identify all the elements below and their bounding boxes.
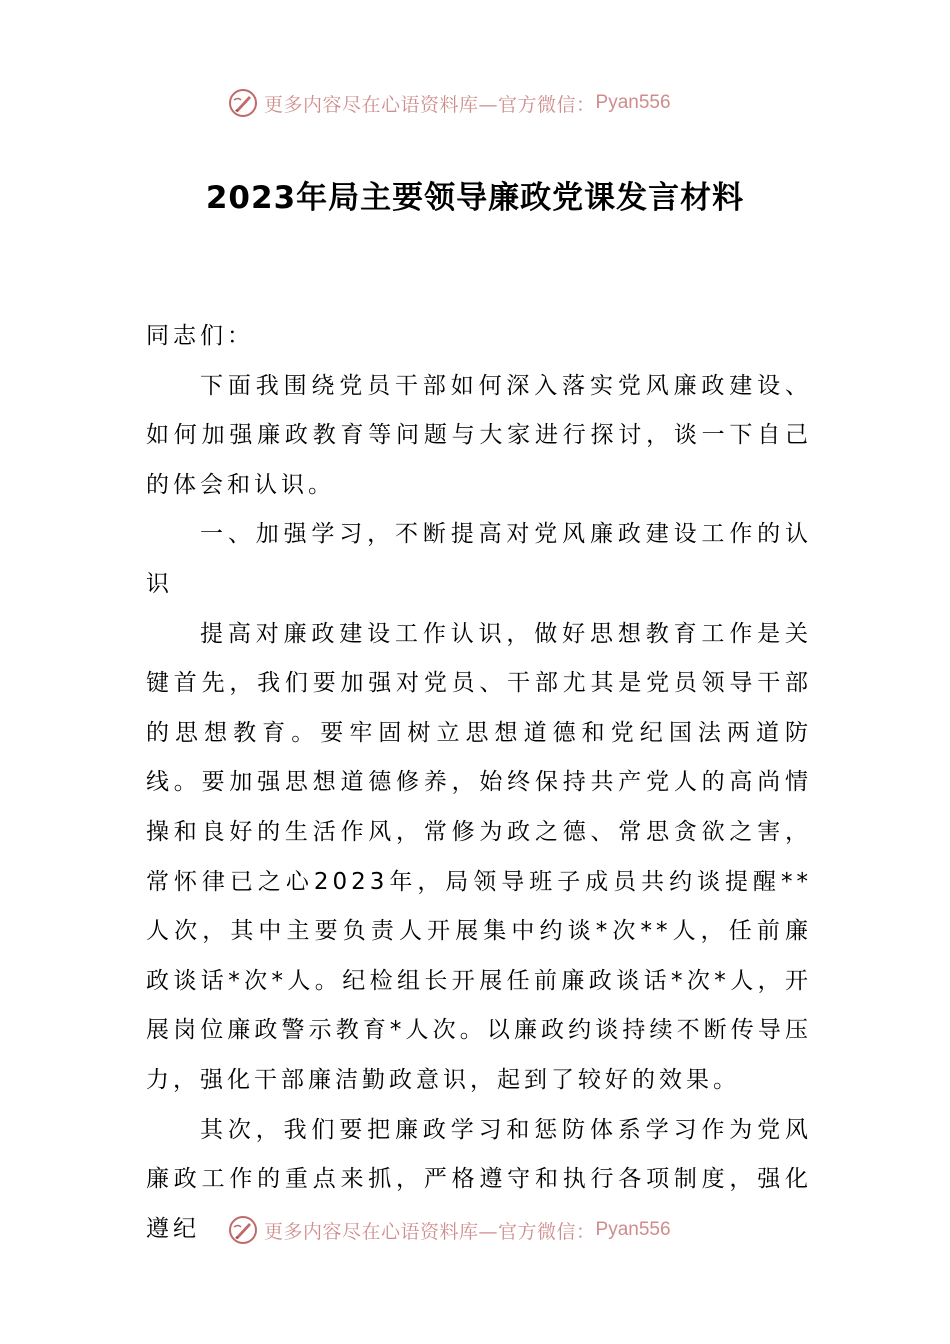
watermark-wechat-id: Pyan556 (595, 92, 671, 113)
paragraph: 其次，我们要把廉政学习和惩防体系学习作为党风廉政工作的重点来抓，严格遵守和执行各项制度，强化遵纪 (146, 1116, 812, 1242)
document-title: 2023年局主要领导廉政党课发言材料 (205, 180, 745, 216)
paragraph: 下面我围绕党员干部如何深入落实党风廉政建设、如何加强廉政教育等问题与大家进行探讨，谈一下自己的体会和认识。 (146, 372, 812, 498)
watermark-text: 更多内容尽在心语资料库—官方微信： (264, 93, 596, 116)
document-body (146, 312, 812, 1254)
section-heading: 一、加强学习，不断提高对党风廉政建设工作的认识 (146, 521, 812, 597)
quill-pen-logo-icon (228, 88, 258, 118)
footer-watermark (228, 1215, 671, 1245)
salutation: 同志们： (146, 323, 254, 349)
quill-pen-logo-icon (228, 1215, 258, 1245)
paragraph: 提高对廉政建设工作认识，做好思想教育工作是关键首先，我们要加强对党员、干部尤其是党员领导干部的思想教育。要牢固树立思想道德和党纪国法两道防线。要加强思想道德修养，始终保持共产党人的高尚情操和良好的生活作风，常修为政之德、常思贪欲之害，常怀律已之心2023年，局领导班子成员共约谈提醒**人次，其中主要负责人开展集中约谈*次**人，任前廉政谈话*次*人。纪检组长开展任前廉政谈话*次*人，开展岗位廉政警示教育*人次。以廉政约谈持续不断传导压力，强化干部廉洁勤政意识，起到了较好的效果。 (146, 620, 812, 1093)
header-watermark (228, 88, 671, 118)
watermark-text: 更多内容尽在心语资料库—官方微信： (264, 1220, 596, 1243)
watermark-wechat-id: Pyan556 (595, 1219, 671, 1240)
